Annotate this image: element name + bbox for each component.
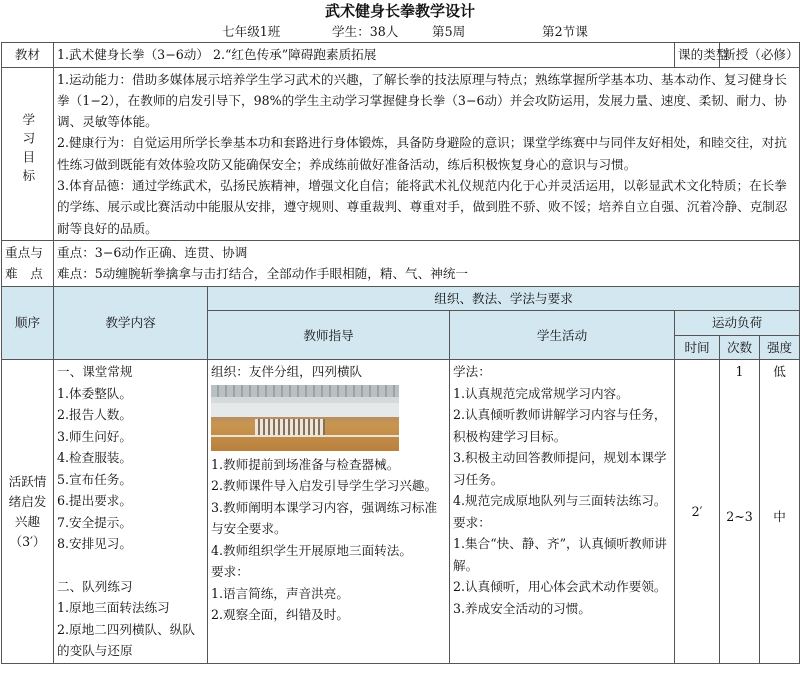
goals-label: 学习目标: [20, 113, 36, 188]
content-line: 7.安全提示。: [57, 514, 132, 530]
content-line: 6.提出要求。: [57, 493, 132, 509]
teacher-line: 2.教师课件导入启发引导学生学习兴趣。: [211, 478, 438, 494]
header-student: 学生活动: [450, 311, 675, 360]
material-row: [2, 43, 800, 68]
row-student: [450, 360, 675, 664]
student-line: 3.养成安全活动的习惯。: [453, 600, 591, 616]
material-content: 1.武术健身长拳（3−6动） 2.“红色传承”障碍跑素质拓展: [54, 43, 675, 68]
key-point: 重点：3−6动作正确、连贯、协调: [57, 244, 248, 260]
teacher-org: 组织：友伴分组，四列横队: [211, 364, 363, 380]
lesson: 第2节课: [542, 24, 588, 39]
student-line: 3.积极主动回答教师提问，规划本课学习任务。: [453, 450, 667, 487]
lesson-type-label: 课的类型: [675, 43, 720, 68]
student-line: 要求：: [453, 514, 491, 530]
key-label: 重点与难 点: [2, 240, 54, 286]
teacher-line: 1.语言简练，声音洪亮。: [211, 585, 349, 601]
goals-content: [54, 67, 800, 240]
header-intensity: 强度: [760, 335, 800, 360]
teacher-line: 4.教师组织学生开展原地三面转法。: [211, 542, 412, 558]
intensity-top: 低: [773, 364, 786, 380]
header-content: 教学内容: [54, 286, 208, 360]
difficulty: 难点：5动缠腕斩拳擒拿与击打结合，全部动作手眼相随，精、气、神统一: [57, 266, 469, 282]
row-count: 2~3: [726, 508, 753, 524]
teacher-line: 3.教师阐明本课学习内容，强调练习标准与安全要求。: [211, 499, 438, 537]
content-line: 二、队列练习: [57, 578, 133, 594]
content-line: 一、课堂常规: [57, 364, 133, 380]
student-line: 1.集合“快、静、齐”，认真倾听教师讲解。: [453, 536, 667, 573]
lesson-table: [1, 42, 800, 664]
week: 第5周: [432, 24, 466, 39]
key-row: [2, 240, 800, 286]
header-count: 次数: [720, 335, 760, 360]
student-line: 4.规范完成原地队列与三面转法练习。: [453, 493, 667, 509]
header-load: 运动负荷: [675, 311, 800, 336]
teacher-line: 2.观察全面，纠错及时。: [211, 607, 349, 623]
header-teacher: 教师指导: [208, 311, 450, 360]
row-intensity: 中: [773, 508, 786, 524]
row-time: 2′: [675, 360, 720, 664]
content-line: 5.宣布任务。: [57, 471, 132, 487]
goal-item: 1.运动能力：借助多媒体展示培养学生学习武术的兴趣，了解长拳的技法原理与特点；熟练掌握所学基本功、基本动作、复习健身长拳（1−2），在教师的启发引导下，98%的学生主动学习掌握健身长拳（3−6动）并会攻防运用，发展力量、速度、柔韧、耐力、协调、灵敏等体能。: [57, 71, 787, 130]
content-line: 2.原地二四列横队、纵队的变队与还原: [57, 621, 195, 659]
content-line: 1.体委整队。: [57, 385, 132, 401]
goal-item: 3.体育品德：通过学练武术，弘扬民族精神，增强文化自信；能将武术礼仪规范内化于心并灵活运用，以彰显武术文化特质；在长拳的学练、展示或比赛活动中能服从安排，遵守规则、尊重裁判、尊重对手，做到胜不骄、败不馁；培养自立自强、沉着冷静、克制忍耐等良好的品质。: [57, 177, 788, 236]
material-label: 教材: [2, 43, 54, 68]
row-teacher: [208, 360, 450, 664]
student-line: 1.认真规范完成常规学习内容。: [453, 385, 629, 401]
class-name: 七年级1班: [222, 24, 281, 39]
lesson-type-value: 新授（必修）: [720, 43, 800, 68]
content-line: 8.安排见习。: [57, 536, 132, 552]
student-line: 2.认真倾听教师讲解学习内容与任务，积极构建学习目标。: [453, 407, 667, 444]
goals-row: [2, 67, 800, 240]
row-content: [54, 360, 208, 664]
lesson-row: [2, 360, 800, 664]
goal-item: 2.健康行为：自觉运用所学长拳基本功和套路进行身体锻炼，具备防身避险的意识；课堂学练赛中与同伴友好相处，和睦交往，对抗性练习做到既能有效体验攻防又能确保安全；养成练前做好准备活动，练后积极恢复身心的意识与习惯。: [57, 135, 787, 172]
content-line: 2.报告人数。: [57, 407, 132, 423]
student-line: 2.认真倾听，用心体会武术动作要领。: [453, 579, 667, 595]
content-line: 1.原地三面转法练习: [57, 600, 170, 616]
student-count: 学生：38人: [332, 24, 399, 39]
header-org: 组织、教法、学法与要求: [208, 286, 800, 311]
meta-line: [1, 22, 799, 42]
content-line: 3.师生问好。: [57, 428, 132, 444]
gym-photo: [211, 385, 399, 451]
student-line: 学法：: [453, 364, 491, 380]
header-time: 时间: [675, 335, 720, 360]
row-order: 活跃情绪启发兴趣（3′）: [2, 360, 54, 664]
teacher-line: 要求：: [211, 564, 249, 580]
teacher-line: 1.教师提前到场准备与检查器械。: [211, 456, 400, 472]
header-order: 顺序: [2, 286, 54, 360]
content-line: 4.检查服装。: [57, 450, 132, 466]
page-title: 武术健身长拳教学设计: [324, 2, 475, 20]
count-top: 1: [735, 364, 744, 380]
